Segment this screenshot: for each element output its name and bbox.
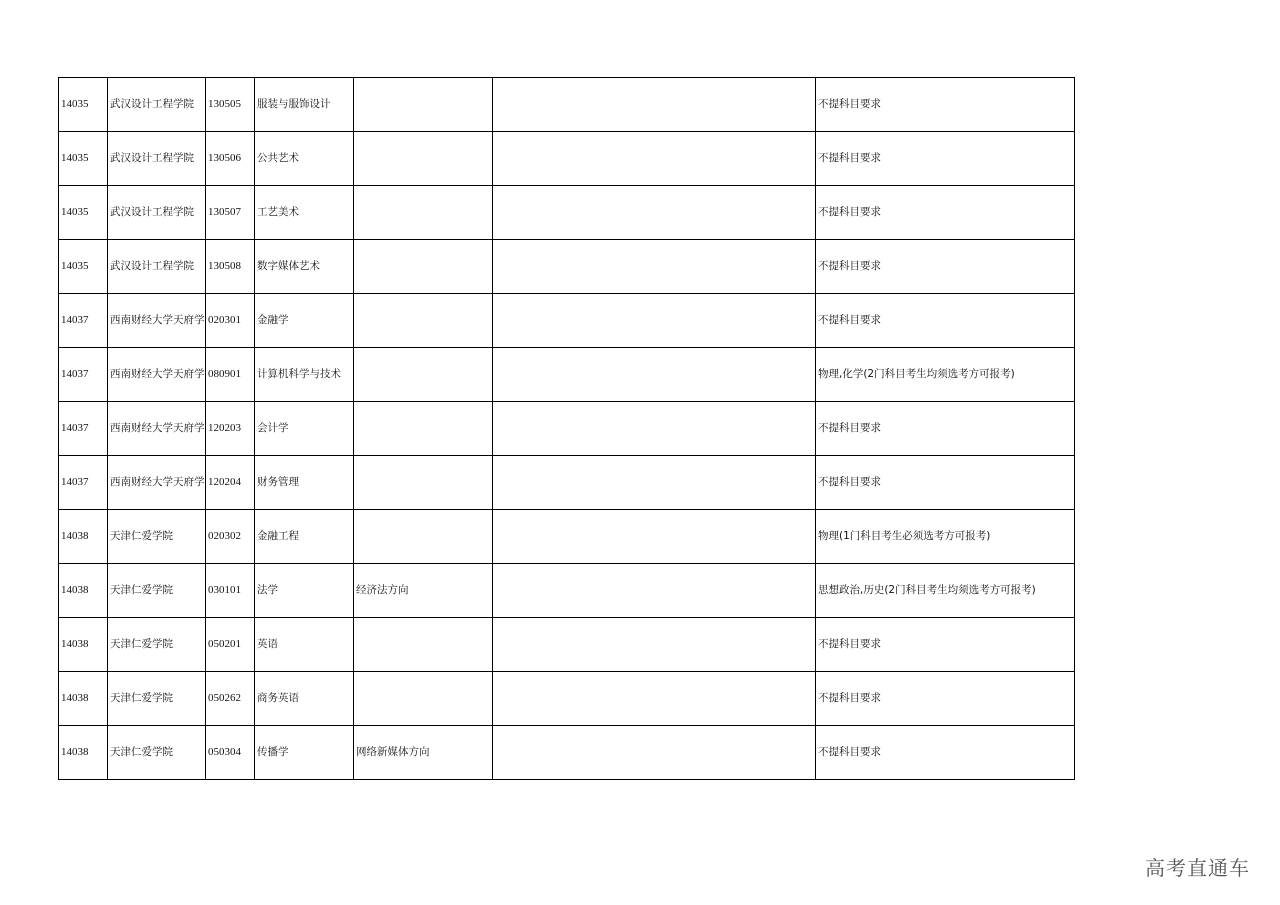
school-code-cell: 14038 [59, 510, 108, 564]
school-code-cell: 14037 [59, 348, 108, 402]
direction-cell: 经济法方向 [354, 564, 493, 618]
major-name-cell: 金融工程 [255, 510, 354, 564]
requirement-cell: 不提科目要求 [816, 402, 1075, 456]
school-name-cell: 天津仁爱学院 [108, 726, 206, 780]
requirement-cell: 不提科目要求 [816, 132, 1075, 186]
major-name-cell: 工艺美术 [255, 186, 354, 240]
direction-cell [354, 456, 493, 510]
major-name-cell: 数字媒体艺术 [255, 240, 354, 294]
requirement-cell: 不提科目要求 [816, 240, 1075, 294]
school-code-cell: 14038 [59, 672, 108, 726]
table-row [59, 726, 1075, 780]
school-code-cell: 14035 [59, 186, 108, 240]
school-name-cell: 西南财经大学天府学 [108, 402, 206, 456]
school-name-cell: 天津仁爱学院 [108, 672, 206, 726]
direction-cell [354, 186, 493, 240]
school-name-cell: 武汉设计工程学院 [108, 186, 206, 240]
requirement-cell: 不提科目要求 [816, 186, 1075, 240]
school-code-cell: 14037 [59, 456, 108, 510]
major-code-cell: 020302 [206, 510, 255, 564]
requirement-cell: 不提科目要求 [816, 672, 1075, 726]
major-name-cell: 会计学 [255, 402, 354, 456]
note-cell [493, 564, 816, 618]
direction-cell [354, 78, 493, 132]
school-code-cell: 14037 [59, 294, 108, 348]
major-code-cell: 050201 [206, 618, 255, 672]
note-cell [493, 456, 816, 510]
school-name-cell: 武汉设计工程学院 [108, 240, 206, 294]
requirement-cell: 不提科目要求 [816, 78, 1075, 132]
major-code-cell: 050262 [206, 672, 255, 726]
direction-cell [354, 402, 493, 456]
major-code-cell: 130507 [206, 186, 255, 240]
major-name-cell: 传播学 [255, 726, 354, 780]
note-cell [493, 348, 816, 402]
table-row [59, 618, 1075, 672]
table-row [59, 78, 1075, 132]
table-row [59, 402, 1075, 456]
requirement-cell: 不提科目要求 [816, 726, 1075, 780]
major-code-cell: 130505 [206, 78, 255, 132]
school-name-cell: 天津仁爱学院 [108, 564, 206, 618]
school-code-cell: 14037 [59, 402, 108, 456]
table-row [59, 456, 1075, 510]
school-code-cell: 14038 [59, 726, 108, 780]
table-row [59, 132, 1075, 186]
major-code-cell: 080901 [206, 348, 255, 402]
note-cell [493, 240, 816, 294]
note-cell [493, 402, 816, 456]
major-code-cell: 130506 [206, 132, 255, 186]
major-name-cell: 商务英语 [255, 672, 354, 726]
table-row [59, 510, 1075, 564]
note-cell [493, 618, 816, 672]
school-name-cell: 西南财经大学天府学 [108, 294, 206, 348]
major-name-cell: 公共艺术 [255, 132, 354, 186]
school-code-cell: 14035 [59, 78, 108, 132]
requirement-cell: 物理,化学(2门科目考生均须选考方可报考) [816, 348, 1075, 402]
table-row [59, 240, 1075, 294]
direction-cell [354, 348, 493, 402]
note-cell [493, 510, 816, 564]
direction-cell: 网络新媒体方向 [354, 726, 493, 780]
major-name-cell: 财务管理 [255, 456, 354, 510]
requirement-cell: 思想政治,历史(2门科目考生均须选考方可报考) [816, 564, 1075, 618]
major-name-cell: 服装与服饰设计 [255, 78, 354, 132]
note-cell [493, 78, 816, 132]
major-name-cell: 金融学 [255, 294, 354, 348]
school-name-cell: 武汉设计工程学院 [108, 78, 206, 132]
school-name-cell: 天津仁爱学院 [108, 618, 206, 672]
note-cell [493, 132, 816, 186]
note-cell [493, 294, 816, 348]
subject-requirements-table [58, 77, 1075, 780]
major-name-cell: 英语 [255, 618, 354, 672]
table-row [59, 348, 1075, 402]
major-name-cell: 计算机科学与技术 [255, 348, 354, 402]
school-code-cell: 14038 [59, 618, 108, 672]
school-name-cell: 武汉设计工程学院 [108, 132, 206, 186]
school-code-cell: 14035 [59, 132, 108, 186]
direction-cell [354, 672, 493, 726]
requirement-cell: 不提科目要求 [816, 618, 1075, 672]
requirement-cell: 不提科目要求 [816, 456, 1075, 510]
table-body [59, 78, 1075, 780]
direction-cell [354, 510, 493, 564]
major-code-cell: 030101 [206, 564, 255, 618]
major-code-cell: 130508 [206, 240, 255, 294]
major-code-cell: 050304 [206, 726, 255, 780]
school-name-cell: 天津仁爱学院 [108, 510, 206, 564]
requirement-cell: 不提科目要求 [816, 294, 1075, 348]
direction-cell [354, 240, 493, 294]
note-cell [493, 186, 816, 240]
school-name-cell: 西南财经大学天府学 [108, 456, 206, 510]
table-row [59, 294, 1075, 348]
school-code-cell: 14035 [59, 240, 108, 294]
note-cell [493, 726, 816, 780]
table-row [59, 672, 1075, 726]
major-code-cell: 020301 [206, 294, 255, 348]
requirement-cell: 物理(1门科目考生必须选考方可报考) [816, 510, 1075, 564]
note-cell [493, 672, 816, 726]
direction-cell [354, 132, 493, 186]
direction-cell [354, 294, 493, 348]
school-code-cell: 14038 [59, 564, 108, 618]
major-code-cell: 120203 [206, 402, 255, 456]
watermark-logo: 高考直通车 [1145, 856, 1250, 880]
table-row [59, 186, 1075, 240]
direction-cell [354, 618, 493, 672]
school-name-cell: 西南财经大学天府学 [108, 348, 206, 402]
major-code-cell: 120204 [206, 456, 255, 510]
table-row [59, 564, 1075, 618]
major-name-cell: 法学 [255, 564, 354, 618]
